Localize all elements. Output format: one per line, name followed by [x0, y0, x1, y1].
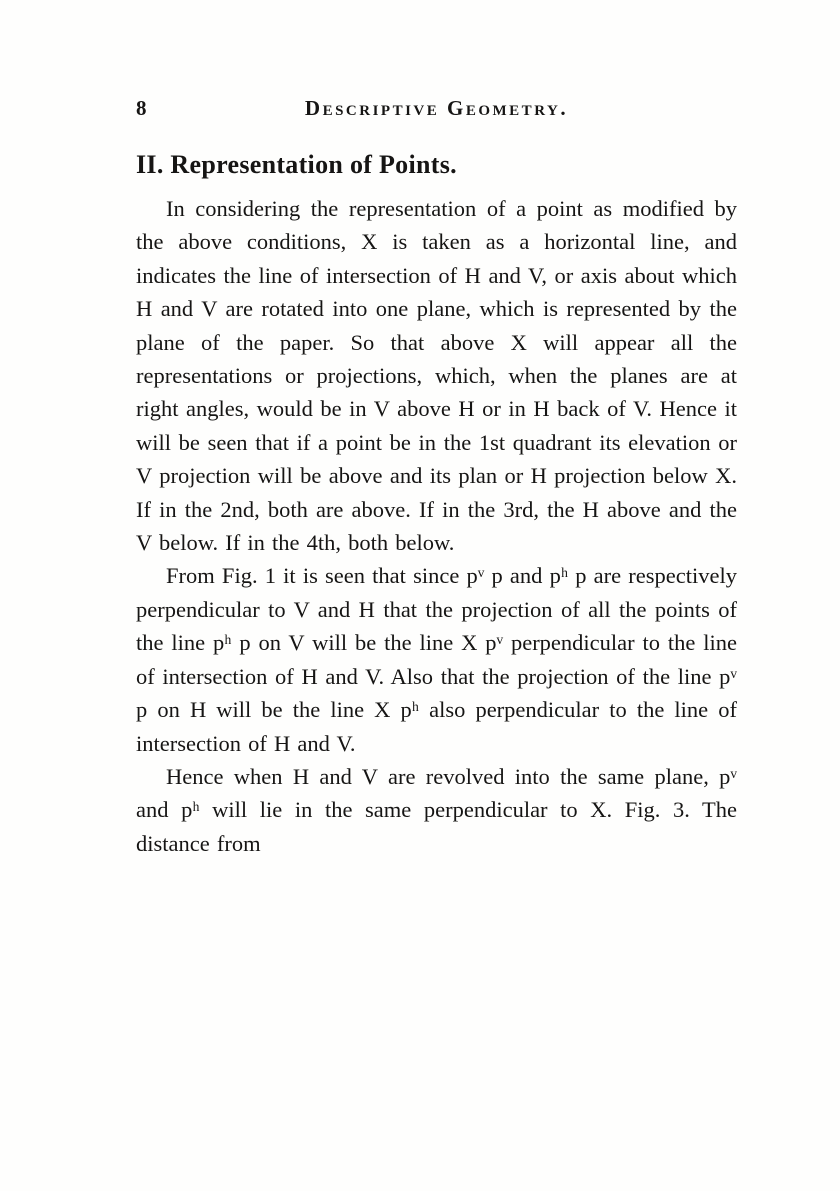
paragraph: Hence when H and V are revolved into the same plane, pᵛ and pʰ will lie in the same perpendicular to X. Fig. 3. The distance from	[136, 763, 737, 856]
section-heading: II. Representation of Points.	[136, 150, 457, 179]
running-header: Descriptive Geometry.	[304, 96, 569, 120]
paragraph: From Fig. 1 it is seen that since pᵛ p and pʰ p are respectively perpendicular to V and H that the projection of all the points of the line pʰ p on V will be the line X pᵛ perpendicular to the line of intersection of H and V. Also that the projection of the line pᵛ p on H will be the line X pʰ also perpendicular to the line of intersection of H and V.	[136, 563, 737, 756]
paragraph: In considering the representation of a point as modified by the above conditions, X is taken as a horizontal line, and indicates the line of intersection of H and V, or axis about which H and V are rotated into one plane, which is represented by the plane of the paper. So that above X will appear all the representations or projections, which, when the planes are at right angles, would be in V above H or in H back of V. Hence it will be seen that if a point be in the 1st quadrant its elevation or V projection will be above and its plan or H projection below X. If in the 2nd, both are above. If in the 3rd, the H above and the V below. If in the 4th, both below.	[136, 196, 737, 556]
page-header	[136, 96, 737, 126]
page-number: 8	[136, 96, 147, 120]
